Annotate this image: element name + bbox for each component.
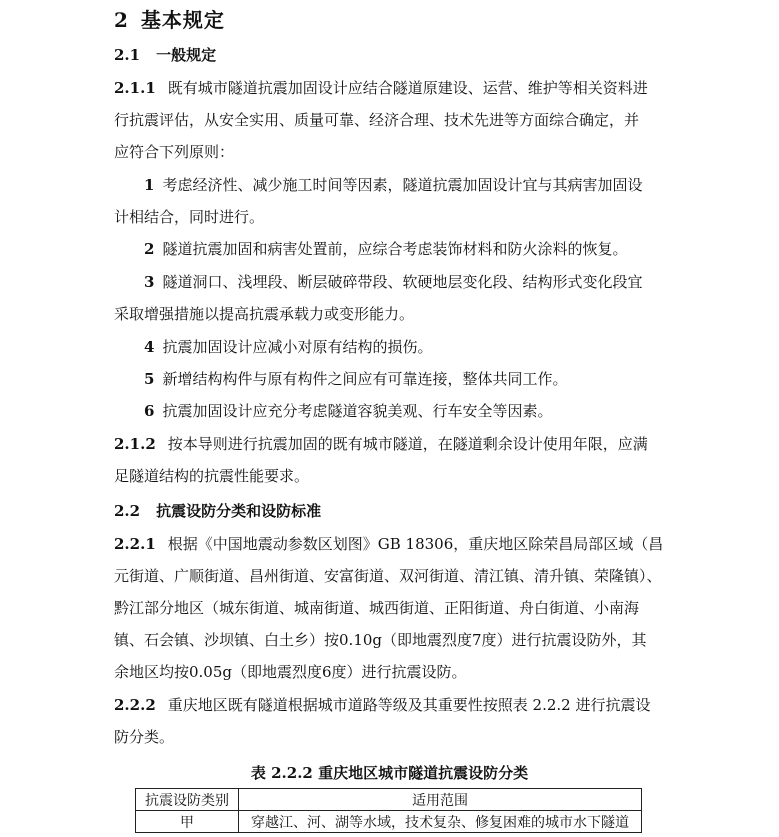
table-cell-scope: 穿越江、河、湖等水域，技术复杂、修复困难的城市水下隧道 xyxy=(239,811,642,833)
clause-text: 重庆地区既有隧道根据城市道路等级及其重要性按照表 2.2.2 进行抗震设 xyxy=(167,696,651,714)
table-caption: 表 2.2.2 重庆地区城市隧道抗震设防分类 xyxy=(250,764,529,782)
section-heading-2-1 xyxy=(114,44,216,65)
clause-number: 2.1.2 xyxy=(114,435,156,453)
item-text: 隧道洞口、浅埋段、断层破碎带段、软硬地层变化段、结构形式变化段宜 xyxy=(162,273,643,291)
item-text: 隧道抗震加固和病害处置前，应综合考虑装饰材料和防火涂料的恢复。 xyxy=(162,240,628,258)
item-text: 抗震加固设计应减小对原有结构的损伤。 xyxy=(162,338,433,356)
item-number: 5 xyxy=(144,370,155,388)
item-4 xyxy=(144,336,432,357)
item-6 xyxy=(144,400,552,421)
clause-text: 根据《中国地震动参数区划图》GB 18306，重庆地区除荣昌局部区域（昌 xyxy=(167,535,664,553)
table-header-category: 抗震设防类别 xyxy=(136,789,239,811)
clause-2-1-1-line-1 xyxy=(114,77,648,98)
clause-2-2-1-line-2: 元街道、广顺街道、昌州街道、安富街道、双河街道、清江镇、清升镇、荣隆镇）、 xyxy=(114,567,662,585)
item-2 xyxy=(144,238,627,259)
clause-2-2-1-line-3: 黔江部分地区（城东街道、城南街道、城西街道、正阳街道、舟白街道、小南海 xyxy=(114,599,640,617)
table-header-row xyxy=(136,789,642,811)
table-header-scope: 适用范围 xyxy=(239,789,642,811)
item-text: 新增结构构件与原有构件之间应有可靠连接，整体共同工作。 xyxy=(162,370,568,388)
section-heading-2-2 xyxy=(114,500,321,521)
chapter-number: 2 xyxy=(114,8,129,32)
clause-text: 按本导则进行抗震加固的既有城市隧道，在隧道剩余设计使用年限，应满 xyxy=(167,435,648,453)
item-3-line-1 xyxy=(144,271,642,292)
item-1-line-2: 计相结合，同时进行。 xyxy=(114,208,265,226)
section-number: 2.1 xyxy=(114,46,141,64)
clause-2-2-1-line-1 xyxy=(114,533,663,554)
section-number: 2.2 xyxy=(114,502,141,520)
chapter-heading xyxy=(114,4,225,33)
clause-text: 既有城市隧道抗震加固设计应结合隧道原建设、运营、维护等相关资料进 xyxy=(167,79,648,97)
item-text: 考虑经济性、减少施工时间等因素，隧道抗震加固设计宜与其病害加固设 xyxy=(162,176,643,194)
item-text: 抗震加固设计应充分考虑隧道容貌美观、行车安全等因素。 xyxy=(162,402,553,420)
item-1-line-1 xyxy=(144,174,642,195)
section-title: 一般规定 xyxy=(156,46,217,64)
clause-number: 2.2.2 xyxy=(114,696,156,714)
chapter-title: 基本规定 xyxy=(140,8,225,32)
section-title: 抗震设防分类和设防标准 xyxy=(156,502,322,520)
item-number: 1 xyxy=(144,176,155,194)
classification-table xyxy=(135,788,642,833)
item-number: 2 xyxy=(144,240,155,258)
item-5 xyxy=(144,368,567,389)
item-3-line-2: 采取增强措施以提高抗震承载力或变形能力。 xyxy=(114,305,415,323)
clause-number: 2.2.1 xyxy=(114,535,156,553)
item-number: 3 xyxy=(144,273,155,291)
clause-2-1-2-line-1 xyxy=(114,433,648,454)
clause-number: 2.1.1 xyxy=(114,79,156,97)
table-cell-category: 甲 xyxy=(136,811,239,833)
clause-2-2-2-line-2: 防分类。 xyxy=(114,728,175,746)
clause-2-2-2-line-1 xyxy=(114,694,650,715)
clause-2-1-2-line-2: 足隧道结构的抗震性能要求。 xyxy=(114,467,310,485)
clause-2-1-1-line-2: 行抗震评估，从安全实用、质量可靠、经济合理、技术先进等方面综合确定，并 xyxy=(114,111,640,129)
clause-2-2-1-line-4: 镇、石会镇、沙坝镇、白土乡）按0.10g（即地震烈度7度）进行抗震设防外，其 xyxy=(114,631,647,649)
table-row xyxy=(136,811,642,833)
item-number: 6 xyxy=(144,402,155,420)
clause-2-1-1-line-3: 应符合下列原则： xyxy=(114,143,235,161)
clause-2-2-1-line-5: 余地区均按0.05g（即地震烈度6度）进行抗震设防。 xyxy=(114,663,467,681)
item-number: 4 xyxy=(144,338,155,356)
